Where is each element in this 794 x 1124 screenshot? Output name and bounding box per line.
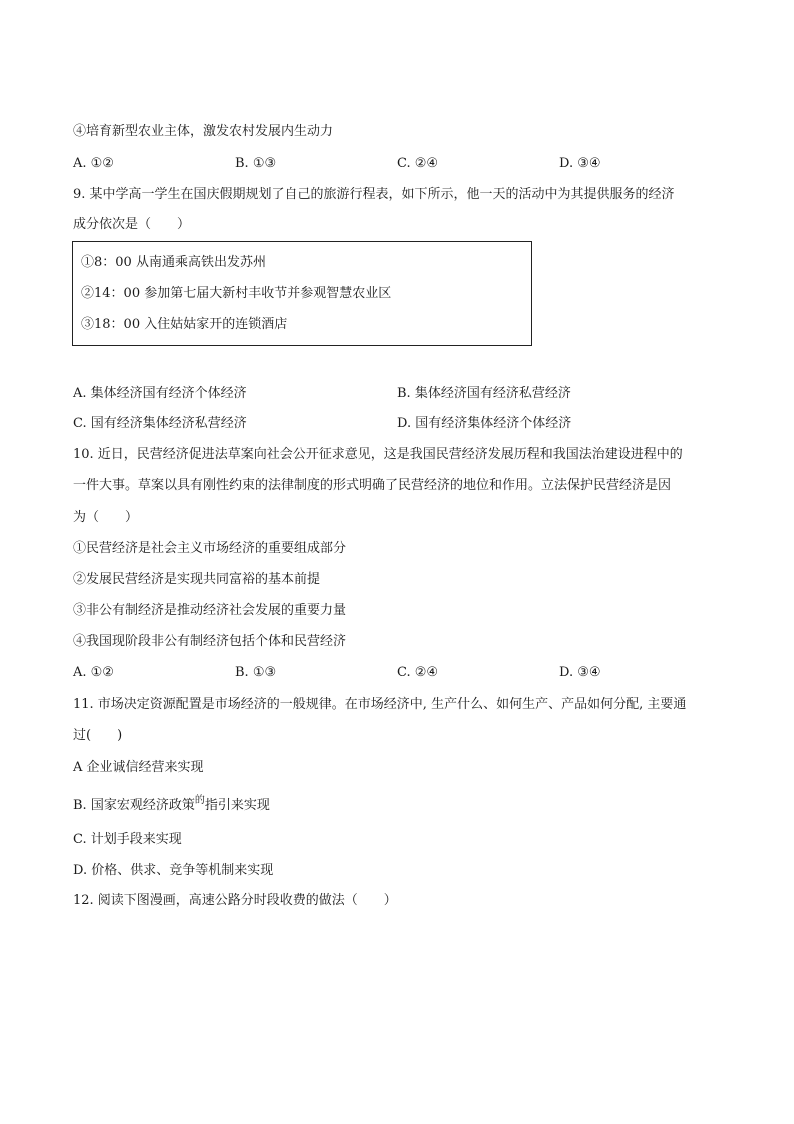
q9-stem-line-2: 成分依次是（ ） bbox=[73, 217, 191, 232]
q10-item-2: ②发展民营经济是实现共同富裕的基本前提 bbox=[73, 572, 321, 587]
q9-option-d: D. 国有经济集体经济个体经济 bbox=[397, 416, 572, 431]
q8-option-a: A. ①② bbox=[73, 156, 114, 171]
q9-option-b: B. 集体经济国有经济私营经济 bbox=[397, 386, 571, 401]
q8-option-c: C. ②④ bbox=[397, 156, 439, 171]
q8-option-b: B. ①③ bbox=[235, 156, 277, 171]
q9-itinerary-item-2: ②14：00 参加第七届大新村丰收节并参观智慧农业区 bbox=[81, 286, 392, 301]
q10-option-d: D. ③④ bbox=[559, 665, 601, 680]
q9-itinerary-box bbox=[72, 241, 532, 346]
q9-itinerary-item-3: ③18：00 入住姑姑家开的连锁酒店 bbox=[81, 317, 288, 332]
q10-item-3: ③非公有制经济是推动经济社会发展的重要力量 bbox=[73, 603, 347, 618]
q9-itinerary-item-1: ①8：00 从南通乘高铁出发苏州 bbox=[81, 255, 266, 270]
q9-option-c: C. 国有经济集体经济私营经济 bbox=[73, 416, 247, 431]
q10-item-1: ①民营经济是社会主义市场经济的重要组成部分 bbox=[73, 541, 347, 556]
q10-stem-line-1: 10. 近日，民营经济促进法草案向社会公开征求意见，这是我国民营经济发展历程和我国法治建设进程中的 bbox=[73, 447, 683, 462]
q8-option-d: D. ③④ bbox=[559, 156, 601, 171]
q11-option-b-text-start: B. 国家宏观经济政策 bbox=[73, 798, 195, 813]
q8-item-4: ④培育新型农业主体，激发农村发展内生动力 bbox=[73, 124, 334, 139]
q11-stem-line-2: 过( ) bbox=[73, 728, 123, 743]
q9-option-a: A. 集体经济国有经济个体经济 bbox=[73, 386, 247, 401]
q10-stem-line-2: 一件大事。草案以具有刚性约束的法律制度的形式明确了民营经济的地位和作用。立法保护民营经济是因 bbox=[73, 478, 672, 493]
q10-option-a: A. ①② bbox=[73, 665, 114, 680]
q10-item-4: ④我国现阶段非公有制经济包括个体和民营经济 bbox=[73, 634, 347, 649]
q11-stem-line-1: 11. 市场决定资源配置是市场经济的一般规律。在市场经济中, 生产什么、如何生产、产品如何分配, 主要通 bbox=[73, 697, 687, 712]
q11-option-b-superscript: 的 bbox=[194, 795, 205, 806]
q11-option-d: D. 价格、供求、竞争等机制来实现 bbox=[73, 863, 274, 878]
q10-option-b: B. ①③ bbox=[235, 665, 277, 680]
q10-stem-line-3: 为（ ） bbox=[73, 510, 139, 525]
q11-option-a: A 企业诚信经营来实现 bbox=[73, 760, 204, 775]
q11-option-c: C. 计划手段来实现 bbox=[73, 832, 182, 847]
q11-option-b-text-end: 指引来实现 bbox=[204, 798, 270, 813]
q9-stem-line-1: 9. 某中学高一学生在国庆假期规划了自己的旅游行程表，如下所示，他一天的活动中为其提供服务的经济 bbox=[73, 187, 675, 202]
q10-option-c: C. ②④ bbox=[397, 665, 439, 680]
q11-option-b bbox=[73, 797, 270, 816]
q12-stem: 12. 阅读下图漫画，高速公路分时段收费的做法（ ） bbox=[73, 893, 397, 908]
